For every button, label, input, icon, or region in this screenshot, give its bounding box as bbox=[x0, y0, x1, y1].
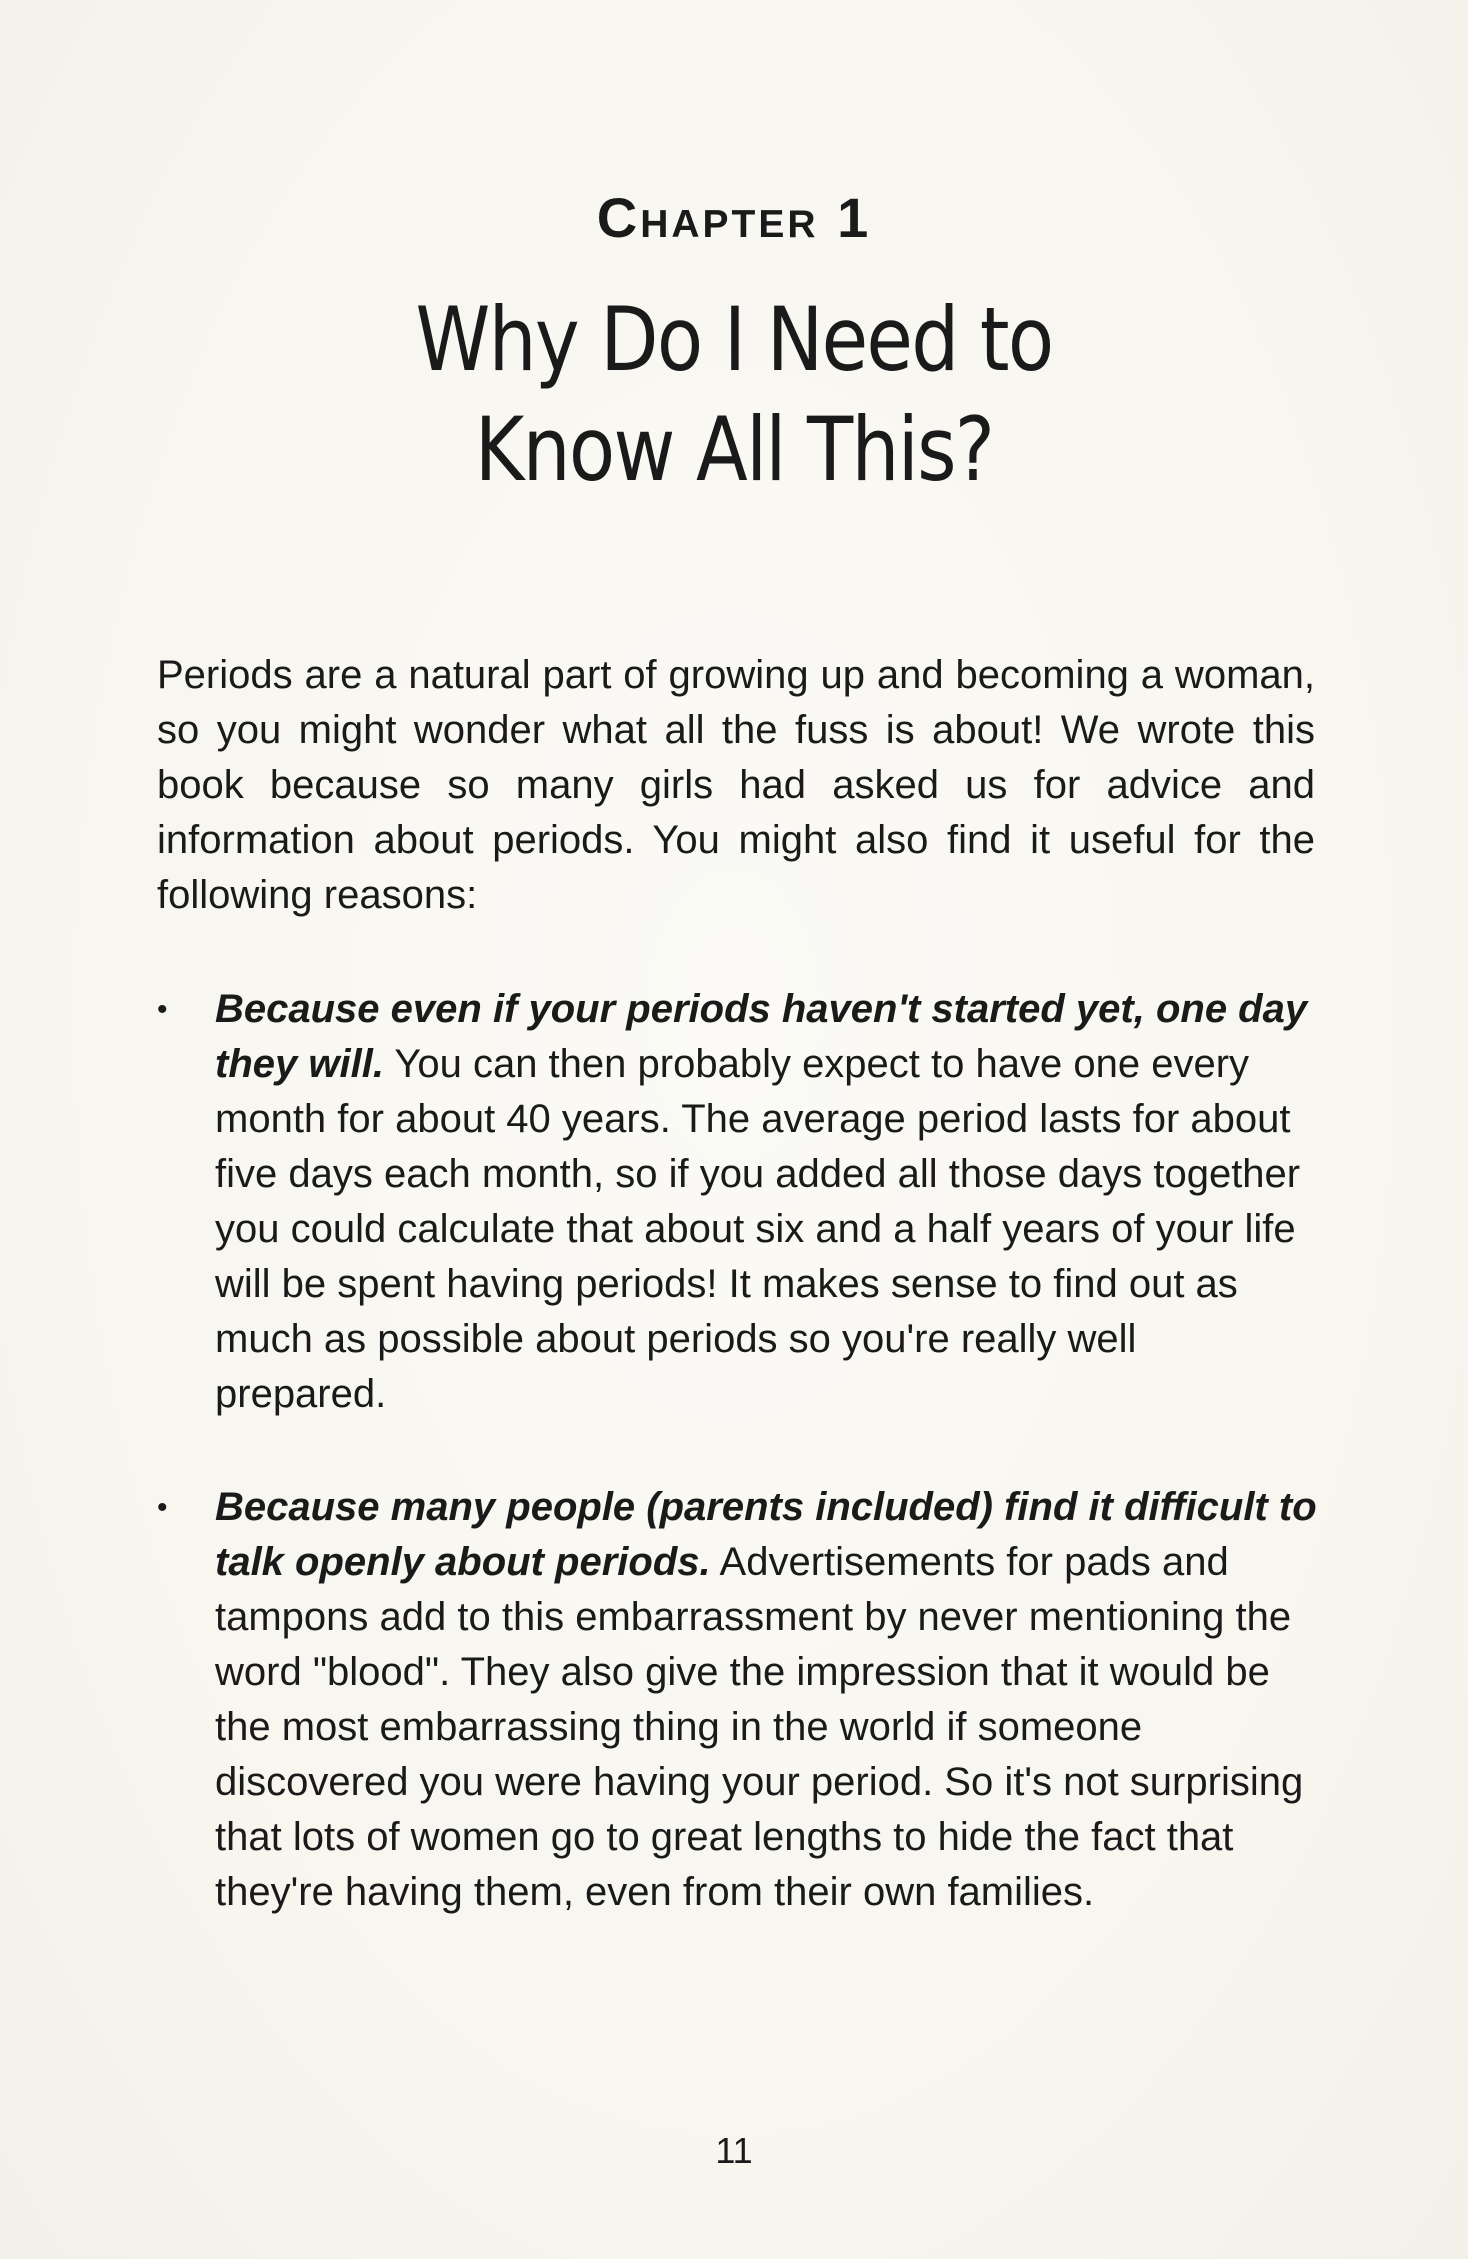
chapter-title-line-2: Know All This? bbox=[474, 398, 994, 501]
chapter-title bbox=[103, 285, 1365, 505]
bullet-lead-text: Because many people (parents included) find it difficult to talk openly about periods. bbox=[215, 1485, 1317, 1584]
bullet-body-text: You can then probably expect to have one every month for about 40 years. The average period lasts for about five days each month, so if you added all those days together you could calculate that about six and a half years of your life will be spent having periods! It makes sense to find out as much as possible about periods so you're really well prepared. bbox=[215, 1042, 1301, 1416]
bullet-item bbox=[157, 1480, 1317, 1920]
bullet-list-2 bbox=[157, 1480, 1317, 1920]
bullet-item bbox=[157, 982, 1317, 1422]
chapter-title-line-1: Why Do I Need to bbox=[415, 288, 1053, 391]
intro-paragraph: Periods are a natural part of growing up and becoming a woman, so you might wonder what all the fuss is about! We wrote this book because so many girls had asked us for advice and information about periods. You might also find it useful for the following reasons: bbox=[157, 653, 1315, 917]
page-number: 11 bbox=[715, 2130, 753, 2171]
bullet-list-1 bbox=[157, 982, 1317, 1422]
chapter-label: Chapter 1 bbox=[596, 186, 872, 249]
bullet-body-text: Advertisements for pads and tampons add to this embarrassment by never mentioning the word "blood". They also give the impression that it would be the most embarrassing thing in the world if someone discovered you were having your period. So it's not surprising that lots of women go to great lengths to hide the fact that they're having them, even from their own families. bbox=[215, 1540, 1304, 1914]
bullet-icon: • bbox=[157, 1491, 168, 1524]
bullet-lead-text: Because even if your periods haven't started yet, one day they will. bbox=[215, 987, 1308, 1086]
bullet-icon: • bbox=[157, 993, 168, 1026]
